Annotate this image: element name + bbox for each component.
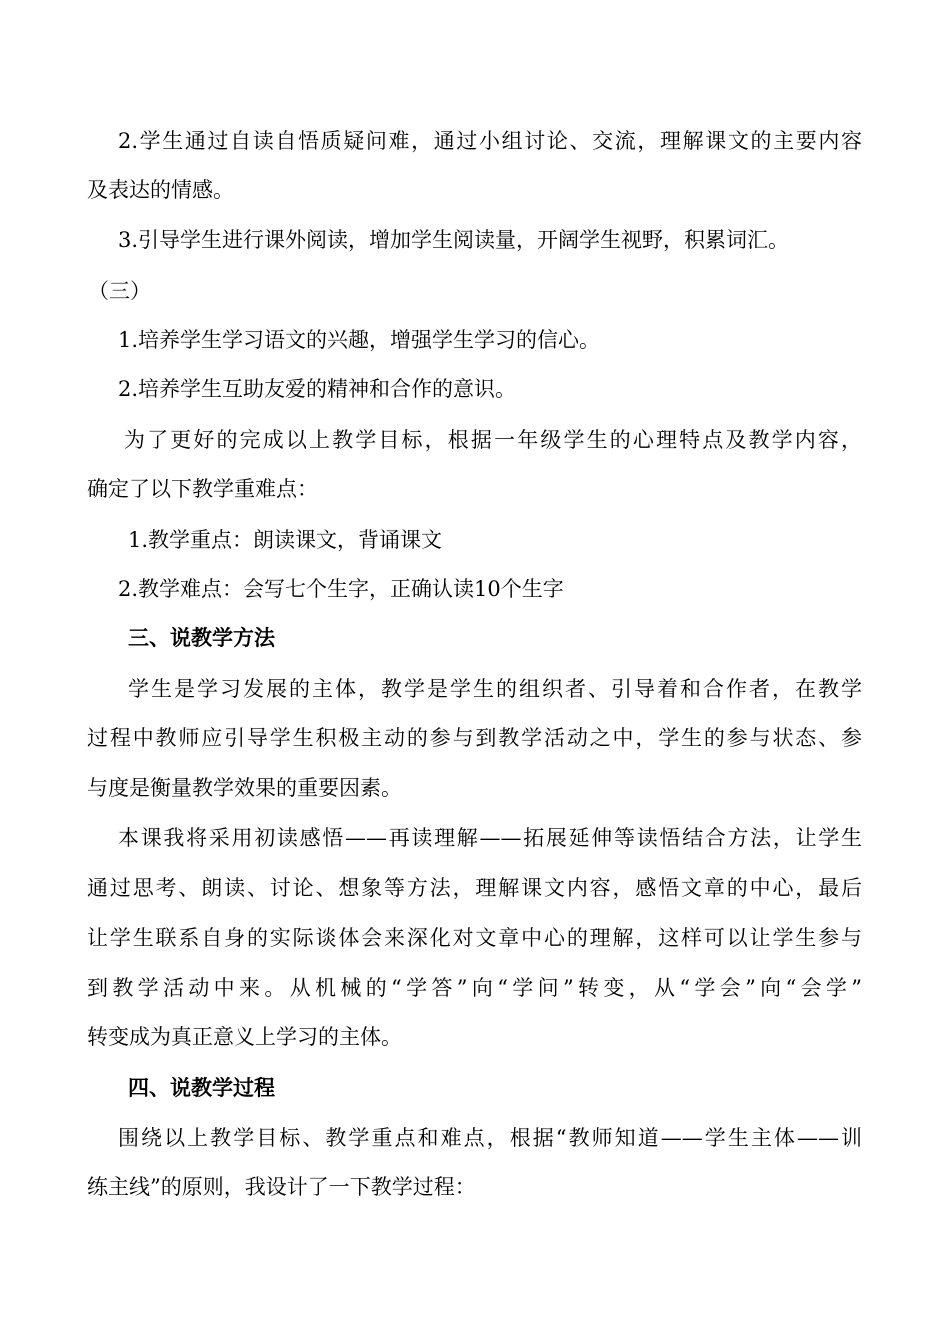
text-line: 过程中教师应引导学生积极主动的参与到教学活动之中，学生的参与状态、参 — [87, 726, 862, 750]
text-line: 通过思考、朗读、讨论、想象等方法，理解课文内容，感悟文章的中心，最后 — [87, 876, 862, 900]
section-heading: 三、说教学方法 — [128, 626, 275, 650]
text-line: 3.引导学生进行课外阅读，增加学生阅读量，开阔学生视野，积累词汇。 — [118, 228, 790, 252]
text-line: 2.教学难点：会写七个生字，正确认读10个生字 — [118, 577, 564, 601]
section-heading: 四、说教学过程 — [128, 1076, 275, 1100]
text-line: 1.培养学生学习语文的兴趣，增强学生学习的信心。 — [118, 328, 601, 352]
text-line: 为了更好的完成以上教学目标，根据一年级学生的心理特点及教学内容， — [124, 428, 862, 452]
text-line: 1.教学重点：朗读课文，背诵课文 — [128, 528, 443, 552]
text-line: 让学生联系自身的实际谈体会来深化对文章中心的理解，这样可以让学生参与 — [87, 926, 862, 950]
text-line: 围绕以上教学目标、教学重点和难点，根据“教师知道——学生主体——训 — [118, 1126, 862, 1150]
text-line: 与度是衡量教学效果的重要因素。 — [87, 776, 402, 800]
text-line: 到教学活动中来。从机械的“学答”向“学问”转变，从“学会”向“会学” — [87, 976, 862, 1000]
text-line: 2.学生通过自读自悟质疑问难，通过小组讨论、交流，理解课文的主要内容 — [118, 129, 862, 153]
text-line: 本课我将采用初读感悟——再读理解——拓展延伸等读悟结合方法，让学生 — [118, 826, 862, 850]
text-line: 确定了以下教学重难点： — [87, 477, 318, 501]
section-label: （三） — [88, 279, 151, 303]
text-line: 练主线”的原则，我设计了一下教学过程： — [87, 1175, 476, 1199]
text-line: 学生是学习发展的主体，教学是学生的组织者、引导着和合作者，在教学 — [128, 677, 862, 701]
text-line: 转变成为真正意义上学习的主体。 — [87, 1025, 402, 1049]
text-line: 2.培养学生互助友爱的精神和合作的意识。 — [118, 377, 517, 401]
text-line: 及表达的情感。 — [87, 178, 234, 202]
